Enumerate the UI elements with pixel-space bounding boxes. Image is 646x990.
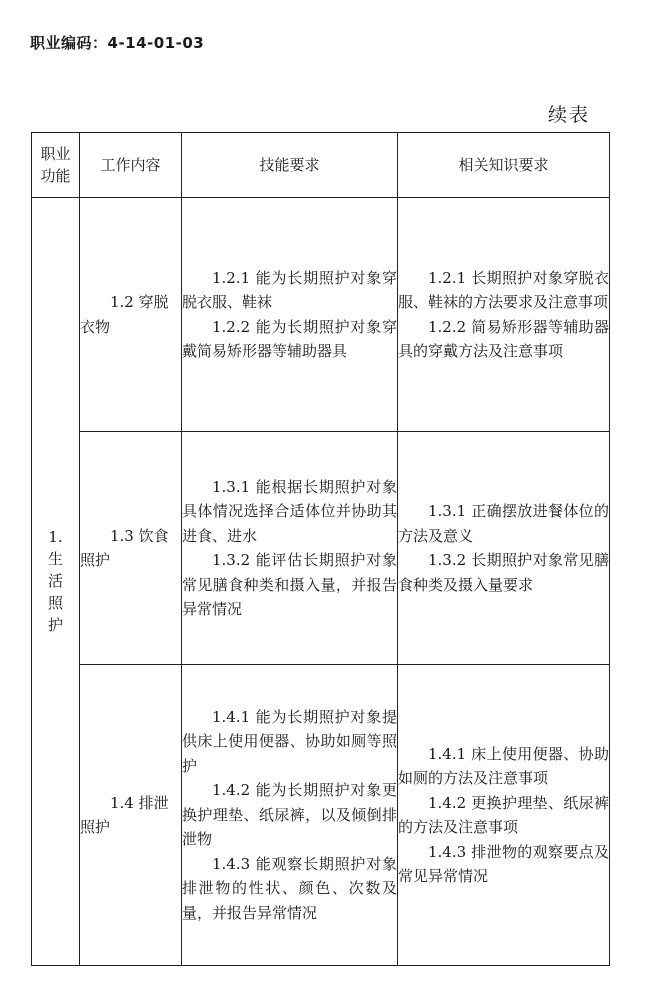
header-skill: 技能要求 xyxy=(182,133,398,198)
knowledge-cell xyxy=(398,432,610,665)
knowledge-item: 1.4.3 排泄物的观察要点及常见异常情况 xyxy=(398,842,609,885)
knowledge-item: 1.4.1 床上使用便器、协助如厕的方法及注意事项 xyxy=(398,744,609,787)
skill-cell xyxy=(182,198,398,432)
work-label: 1.3 饮食照护 xyxy=(80,526,169,569)
skill-requirements-table xyxy=(31,132,610,966)
work-cell xyxy=(80,432,182,665)
function-label: 1. 生活照护 xyxy=(47,527,63,634)
skill-item: 1.3.1 能根据长期照护对象具体情况选择合适体位并协助其进食、进水 xyxy=(182,477,397,545)
occupation-code: 职业编码：4-14-01-03 xyxy=(30,34,205,52)
skill-item: 1.2.2 能为长期照护对象穿戴简易矫形器等辅助器具 xyxy=(182,317,397,360)
skill-item: 1.3.2 能评估长期照护对象常见膳食种类和摄入量，并报告异常情况 xyxy=(182,551,397,618)
table-header-row xyxy=(32,133,610,198)
header-knowledge: 相关知识要求 xyxy=(398,133,610,198)
knowledge-item: 1.3.1 正确摆放进餐体位的方法及意义 xyxy=(398,502,609,545)
skill-cell xyxy=(182,665,398,966)
skill-item: 1.4.3 能观察长期照护对象排泄物的性状、颜色、次数及量，并报告异常情况 xyxy=(182,854,397,922)
knowledge-item: 1.3.2 长期照护对象常见膳食种类及摄入量要求 xyxy=(398,551,609,594)
header-function: 职业功能 xyxy=(32,133,80,198)
work-label: 1.2 穿脱衣物 xyxy=(80,293,169,336)
work-cell xyxy=(80,198,182,432)
knowledge-cell xyxy=(398,665,610,966)
knowledge-item: 1.2.2 简易矫形器等辅助器具的穿戴方法及注意事项 xyxy=(398,317,609,360)
skill-item: 1.4.2 能为长期照护对象更换护理垫、纸尿裤，以及倾倒排泄物 xyxy=(182,781,397,849)
table-row xyxy=(32,432,610,665)
knowledge-item: 1.2.1 长期照护对象穿脱衣服、鞋袜的方法要求及注意事项 xyxy=(398,268,609,311)
knowledge-item: 1.4.2 更换护理垫、纸尿裤的方法及注意事项 xyxy=(398,793,609,836)
continued-label: 续表 xyxy=(547,104,590,126)
skill-cell xyxy=(182,432,398,665)
work-label: 1.4 排泄照护 xyxy=(80,793,169,836)
work-cell xyxy=(80,665,182,966)
table-row xyxy=(32,665,610,966)
table-row xyxy=(32,198,610,432)
knowledge-cell xyxy=(398,198,610,432)
skill-item: 1.2.1 能为长期照护对象穿脱衣服、鞋袜 xyxy=(182,268,397,311)
function-cell xyxy=(32,198,80,966)
skill-item: 1.4.1 能为长期照护对象提供床上使用便器、协助如厕等照护 xyxy=(182,707,397,775)
header-work: 工作内容 xyxy=(80,133,182,198)
